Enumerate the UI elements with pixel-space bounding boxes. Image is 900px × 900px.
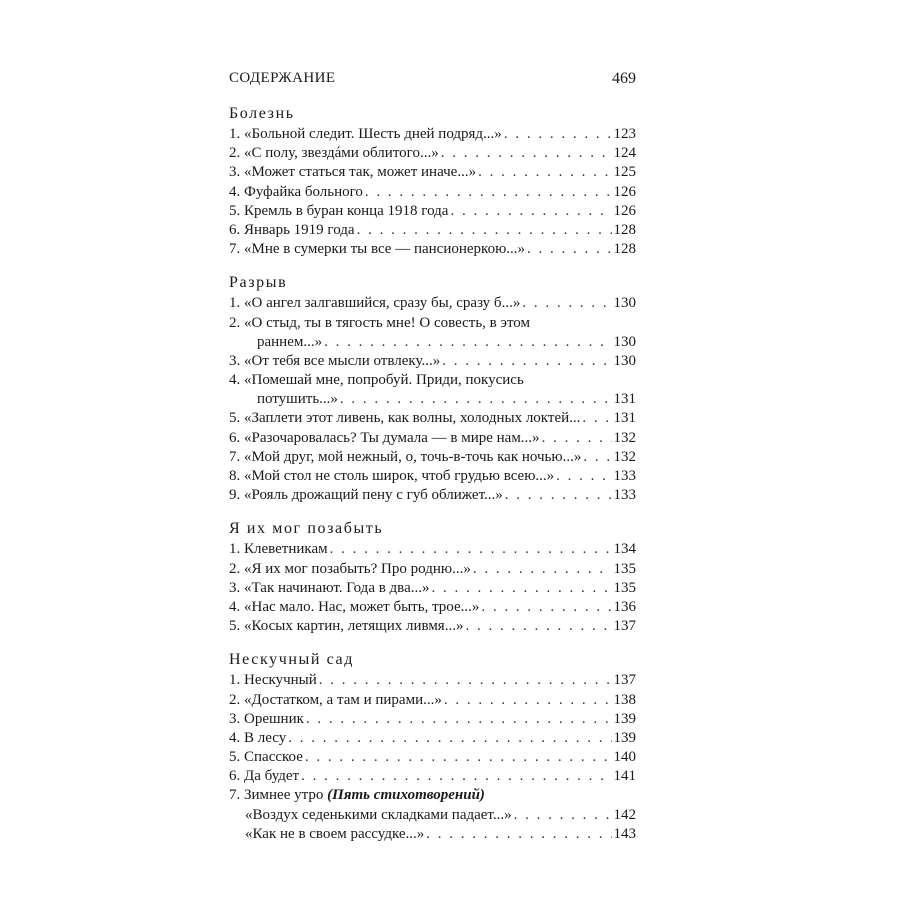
entry-title-text: 1. «О ангел залгавшийся, сразу бы, сразу б...» — [229, 295, 521, 312]
toc-entry — [229, 163, 636, 182]
entry-title — [229, 448, 581, 467]
leader-dots — [582, 409, 611, 428]
entry-page-number: 135 — [613, 560, 636, 577]
leader-dots — [288, 729, 611, 748]
entry-title-text: 1. Клеветникам — [229, 541, 328, 558]
toc-entry — [229, 183, 636, 202]
entry-page-number: 139 — [613, 710, 636, 727]
entry-title-text: 6. Январь 1919 года — [229, 221, 355, 238]
toc-entry — [229, 786, 636, 805]
entry-title: 2. «О стыд, ты в тягость мне! О совесть, в этом — [229, 314, 531, 331]
entry-title — [229, 183, 363, 202]
entry-page-number: 123 — [613, 126, 636, 142]
running-head-title: СОДЕРЖАНИЕ — [229, 70, 336, 86]
entry-title — [229, 467, 554, 486]
entry-title: 4. «Помешай мне, попробуй. Приди, покусись — [229, 372, 524, 389]
entry-title-continuation: раннем...» — [257, 333, 323, 350]
entry-title-text: 1. «Больной следит. Шесть дней подряд...» — [229, 126, 502, 142]
entry-title-text: 2. «С полу, звездáми облитого...» — [229, 145, 439, 162]
entry-title — [229, 352, 440, 371]
leader-dots — [504, 125, 612, 144]
entry-title-text: 5. Спасское — [229, 749, 303, 766]
entry-title — [229, 540, 328, 559]
section-title: Болезнь — [229, 105, 295, 122]
entry-subtitle: (Пять стихотворений) — [327, 787, 485, 804]
toc-entry — [229, 240, 636, 259]
entry-page-number: 125 — [613, 164, 636, 181]
toc-entry — [229, 710, 636, 729]
entry-title — [229, 767, 299, 786]
entry-title-text: 3. «Так начинают. Года в два...» — [229, 579, 430, 596]
entry-page-number: 126 — [613, 183, 636, 200]
entry-page-number: 126 — [613, 202, 636, 219]
entry-title-text: 2. «Достатком, а там и пирами...» — [229, 691, 442, 708]
toc-entry — [229, 352, 636, 371]
leader-dots — [357, 221, 612, 240]
leader-dots — [514, 806, 612, 825]
section-title: Нескучный сад — [229, 651, 354, 669]
leader-dots — [465, 617, 611, 636]
leader-dots — [527, 240, 611, 259]
leader-dots — [330, 540, 612, 559]
entry-title — [229, 671, 317, 690]
leader-dots — [473, 560, 612, 579]
entry-page-number: 130 — [613, 295, 636, 312]
entry-page-number: 134 — [613, 541, 636, 558]
entry-page-number: 131 — [613, 391, 636, 408]
entry-title — [229, 617, 463, 636]
entry-title — [229, 486, 503, 505]
toc-entry — [229, 748, 636, 767]
entry-title-text: 4. «Нас мало. Нас, может быть, трое...» — [229, 598, 480, 615]
entry-title — [229, 748, 303, 767]
entry-title-text: 5. Кремль в буран конца 1918 года — [229, 202, 449, 219]
toc-entry — [229, 598, 636, 617]
entry-page-number: 128 — [613, 221, 636, 238]
entry-title — [229, 579, 429, 598]
section-title: Я их мог позабыть — [229, 520, 384, 538]
leader-dots — [522, 294, 611, 313]
entry-title-text: 3. Орешник — [229, 710, 304, 727]
section-title: Разрыв — [229, 274, 288, 292]
leader-dots — [478, 163, 611, 182]
entry-page-number: 137 — [613, 672, 636, 689]
toc-entry — [229, 691, 636, 710]
toc-entry — [229, 448, 636, 467]
toc-entry — [229, 540, 636, 559]
leader-dots — [324, 333, 611, 352]
section-gap — [229, 636, 636, 645]
section-gap — [229, 505, 636, 514]
toc-entry — [229, 825, 636, 844]
leader-dots — [583, 448, 611, 467]
leader-dots — [301, 767, 611, 786]
toc-entry — [229, 294, 636, 313]
entry-title — [229, 294, 520, 313]
entry-title-text: 6. Да будет — [229, 768, 300, 785]
entry-title-text: 7. Зимнее утро — [229, 787, 324, 804]
leader-dots — [431, 579, 611, 598]
entry-title — [229, 560, 471, 579]
entry-title — [229, 691, 442, 710]
table-of-contents — [229, 103, 636, 844]
entry-title-text: 9. «Рояль дрожащий пену с губ оближет...» — [229, 487, 503, 504]
leader-dots — [340, 390, 612, 409]
leader-dots — [556, 467, 611, 486]
entry-title — [229, 202, 448, 221]
entry-title-text: 3. «От тебя все мысли отвлеку...» — [229, 352, 441, 369]
entry-page-number: 139 — [613, 729, 636, 746]
toc-entry — [229, 144, 636, 163]
entry-page-number: 133 — [613, 487, 636, 504]
leader-dots — [450, 202, 611, 221]
toc-entry — [229, 671, 636, 690]
entry-page-number: 130 — [613, 333, 636, 350]
toc-entry — [229, 806, 636, 825]
entry-title-text: 2. «Я их мог позабыть? Про родню...» — [229, 560, 471, 577]
entry-title-continuation: потушить...» — [257, 391, 338, 408]
entry-page-number: 128 — [613, 241, 636, 258]
toc-entry — [229, 371, 636, 390]
entry-title — [245, 825, 424, 844]
toc-entry — [229, 221, 636, 240]
entry-title-text: 1. Нескучный — [229, 672, 317, 689]
running-head — [229, 70, 636, 94]
entry-title-text: 5. «Косых картин, летящих ливмя...» — [229, 618, 464, 635]
entry-title — [229, 163, 476, 182]
entry-title-text: «Как не в своем рассудке...» — [245, 825, 425, 842]
toc-entry — [229, 486, 636, 505]
toc-entry — [229, 314, 636, 333]
entry-title — [229, 125, 502, 144]
entry-title-text: 5. «Заплети этот ливень, как волны, холодных локтей... — [229, 410, 581, 427]
toc-entry — [229, 617, 636, 636]
entry-page-number: 132 — [613, 448, 636, 465]
entry-title — [229, 598, 479, 617]
toc-entry — [229, 202, 636, 221]
entry-title — [229, 240, 525, 259]
entry-title — [229, 144, 439, 163]
entry-title-text: «Воздух седенькими складками падает...» — [245, 806, 512, 823]
entry-title — [229, 729, 286, 748]
entry-page-number: 136 — [613, 598, 636, 615]
entry-page-number: 142 — [613, 806, 636, 823]
toc-entry — [229, 579, 636, 598]
toc-entry-continuation — [229, 333, 636, 352]
entry-title-text: 7. «Мне в сумерки ты все — пансионеркою...» — [229, 241, 526, 258]
entry-title — [229, 710, 304, 729]
leader-dots — [305, 748, 612, 767]
page-number: 469 — [612, 70, 636, 87]
entry-title-text: 8. «Мой стол не столь широк, чтоб грудью всею...» — [229, 468, 555, 484]
leader-dots — [426, 825, 611, 844]
entry-title-text: 4. В лесу — [229, 729, 287, 746]
leader-dots — [441, 144, 612, 163]
entry-title — [245, 806, 512, 825]
entry-page-number: 141 — [613, 768, 636, 785]
entry-title — [229, 221, 355, 240]
entry-page-number: 137 — [613, 618, 636, 635]
entry-title — [229, 409, 580, 428]
leader-dots — [444, 691, 612, 710]
section-gap — [229, 259, 636, 268]
leader-dots — [542, 429, 612, 448]
entry-page-number: 124 — [613, 145, 636, 162]
entry-title-text: 7. «Мой друг, мой нежный, о, точь-в-точь как ночью...» — [229, 448, 582, 465]
toc-entry — [229, 767, 636, 786]
leader-dots — [505, 486, 612, 505]
entry-page-number: 138 — [613, 691, 636, 708]
entry-page-number: 131 — [613, 410, 636, 427]
entry-title — [229, 429, 540, 448]
toc-entry — [229, 729, 636, 748]
entry-page-number: 135 — [613, 579, 636, 596]
entry-title-text: 6. «Разочаровалась? Ты думала — в мире нам...» — [229, 429, 540, 446]
leader-dots — [306, 710, 612, 729]
toc-entry — [229, 409, 636, 428]
entry-title-text: 3. «Может статься так, может иначе...» — [229, 164, 477, 181]
entry-title — [229, 786, 485, 805]
entry-page-number: 130 — [613, 352, 636, 369]
entry-page-number: 132 — [613, 429, 636, 446]
leader-dots — [481, 598, 611, 617]
toc-entry-continuation — [229, 390, 636, 409]
leader-dots — [319, 671, 612, 690]
toc-entry — [229, 560, 636, 579]
entry-page-number: 133 — [613, 468, 636, 484]
entry-page-number: 140 — [613, 749, 636, 766]
leader-dots — [442, 352, 611, 371]
entry-title-text: 4. Фуфайка больного — [229, 183, 363, 200]
leader-dots — [365, 183, 612, 202]
toc-entry — [229, 429, 636, 448]
toc-entry — [229, 125, 636, 144]
toc-entry — [229, 467, 636, 486]
entry-page-number: 143 — [613, 825, 636, 842]
